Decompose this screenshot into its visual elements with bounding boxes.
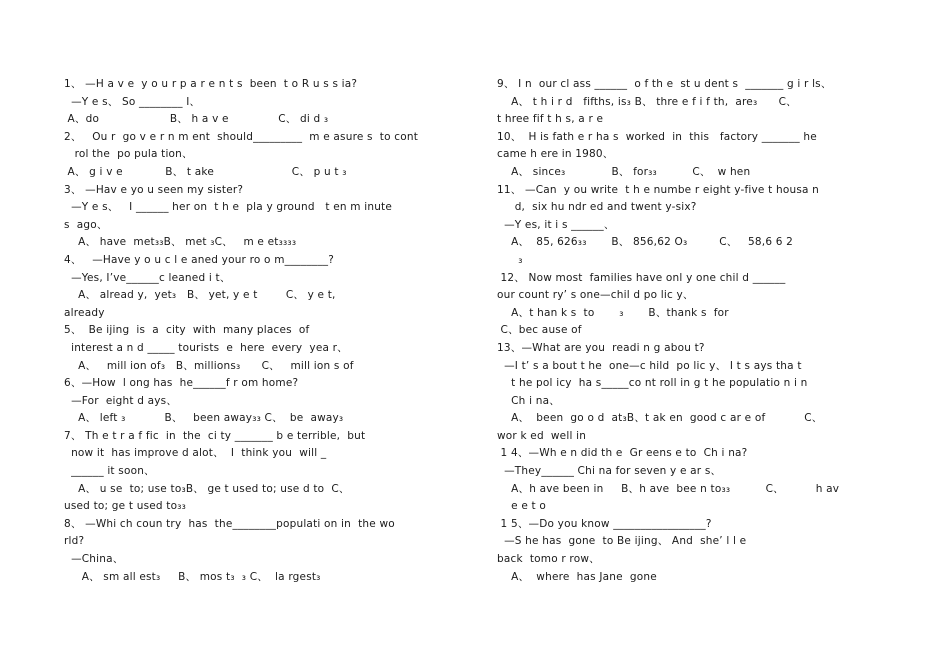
text-line: A、 since₃ B、 for₃₃ C、 w hen	[497, 165, 751, 178]
text-line: our count ry’ s one—chil d po lic y、	[497, 289, 694, 302]
text-line: —Y e s、 So ________ I、	[64, 95, 201, 108]
text-line: A、 alread y, yet₃ B、 yet, y e t C、 y e t,	[64, 289, 336, 302]
text-line: 13、—What are you readi n g abou t?	[497, 341, 705, 354]
text-line: now it has improve d alot、 I think you will _	[64, 447, 327, 460]
text-line: interest a n d _____ tourists e here every yea r、	[64, 341, 348, 354]
text-line: —Y e s、 I ______ her on t h e pla y ground t en m inute	[64, 201, 393, 214]
text-line: C、bec ause of	[497, 324, 582, 337]
text-line: —S he has gone to Be ijing、 And she’ l l e	[497, 535, 747, 548]
text-line: e e t o	[497, 500, 547, 513]
text-line: 8、 —Whi ch coun try has the________populati on in the wo	[64, 517, 395, 530]
text-line: ______ it soon、	[64, 465, 155, 478]
text-line: 2、 Ou r go v e r n m ent should_________ m e asure s to cont	[64, 130, 419, 143]
text-line: t he pol icy ha s_____co nt roll in g t he populatio n i n	[497, 377, 808, 390]
text-line: back tomo r row、	[497, 553, 600, 566]
text-line: —Y es, it i s ______、	[497, 218, 615, 231]
text-line: used to; ge t used to₃₃	[64, 500, 187, 513]
text-line: Ch i na、	[497, 394, 560, 407]
text-line: A、 sm all est₃ B、 mos t₃ ₃ C、 la rgest₃	[64, 570, 321, 583]
text-line: A、 g i v e B、 t ake C、 p u t ₃	[64, 165, 347, 178]
text-line: 3、 —Hav e yo u seen my sister?	[64, 183, 244, 196]
text-line: 9、 I n our cl ass ______ o f th e st u dent s _______ g i r ls、	[497, 78, 832, 90]
text-line: A、 mill ion of₃ B、millions₃ C、 mill ion s of	[64, 359, 354, 372]
text-line: rld?	[64, 535, 85, 548]
text-line: —Yes, I’ve______c leaned i t、	[64, 271, 231, 284]
right-question-column	[497, 76, 907, 586]
text-line: A、 u se to; use to₃B、 ge t used to; use d to C、	[64, 482, 350, 495]
text-line: —China、	[64, 553, 124, 566]
text-line: 1、 —H a v e y o u r p a r e n t s been t o R u s s ia?	[64, 78, 358, 90]
text-line: —They______ Chi na for seven y e ar s、	[497, 465, 722, 478]
text-line: 10、 H is fath e r ha s worked in this factory _______ he	[497, 130, 817, 143]
text-line: —For eight d ays、	[64, 394, 178, 407]
text-line: 1 5、—Do you know _________________?	[497, 517, 712, 530]
text-line: A、 where has Jane gone	[497, 570, 657, 583]
text-line: A、h ave been in B、h ave bee n to₃₃ C、 h av	[497, 482, 840, 495]
text-line: already	[64, 306, 105, 319]
text-line: wor k ed well in	[497, 429, 587, 442]
text-line: A、 85, 626₃₃ B、 856,62 O₃ C、 58,6 6 2	[497, 236, 794, 249]
text-line: rol the po pula tion、	[64, 148, 193, 161]
left-question-column	[64, 76, 464, 586]
text-line: s ago、	[64, 218, 108, 231]
text-line: ₃	[497, 253, 523, 266]
text-line: 11、 —Can y ou write t h e numbe r eight y-five t housa n	[497, 183, 820, 196]
text-line: came h ere in 1980、	[497, 148, 614, 161]
text-line: 12、 Now most families have onl y one chil d ______	[497, 271, 786, 284]
text-line: A、 have met₃₃B、 met ₃C、 m e et₃₃₃₃	[64, 236, 297, 249]
text-line: A、 t h i r d fifths, is₃ B、 thre e f i f th, are₃ C、	[497, 95, 797, 108]
text-line: A、 left ₃ B、 been away₃₃ C、 be away₃	[64, 412, 344, 425]
text-line: t hree fif t h s, a r e	[497, 113, 604, 126]
text-line: A、do B、 h a v e C、 di d ₃	[64, 113, 329, 126]
text-line: 4、 —Have y o u c l e aned your ro o m________?	[64, 253, 335, 266]
text-line: 1 4、—Wh e n did th e Gr eens e to Ch i na?	[497, 447, 748, 460]
text-line: d, six hu ndr ed and twent y-six?	[497, 201, 697, 214]
text-line: 6、—How l ong has he______f r om home?	[64, 377, 299, 390]
text-line: 7、 Th e t r a f fic in the ci ty _______ b e terrible, but	[64, 429, 366, 442]
text-line: 5、 Be ijing is a city with many places of	[64, 324, 310, 337]
text-line: A、t han k s to ₃ B、thank s for	[497, 306, 729, 319]
text-line: A、 been go o d at₃B、t ak en good c ar e of C、	[497, 412, 823, 425]
text-line: —I t’ s a bout t he one—c hild po lic y、 I t s ays tha t	[497, 359, 802, 372]
